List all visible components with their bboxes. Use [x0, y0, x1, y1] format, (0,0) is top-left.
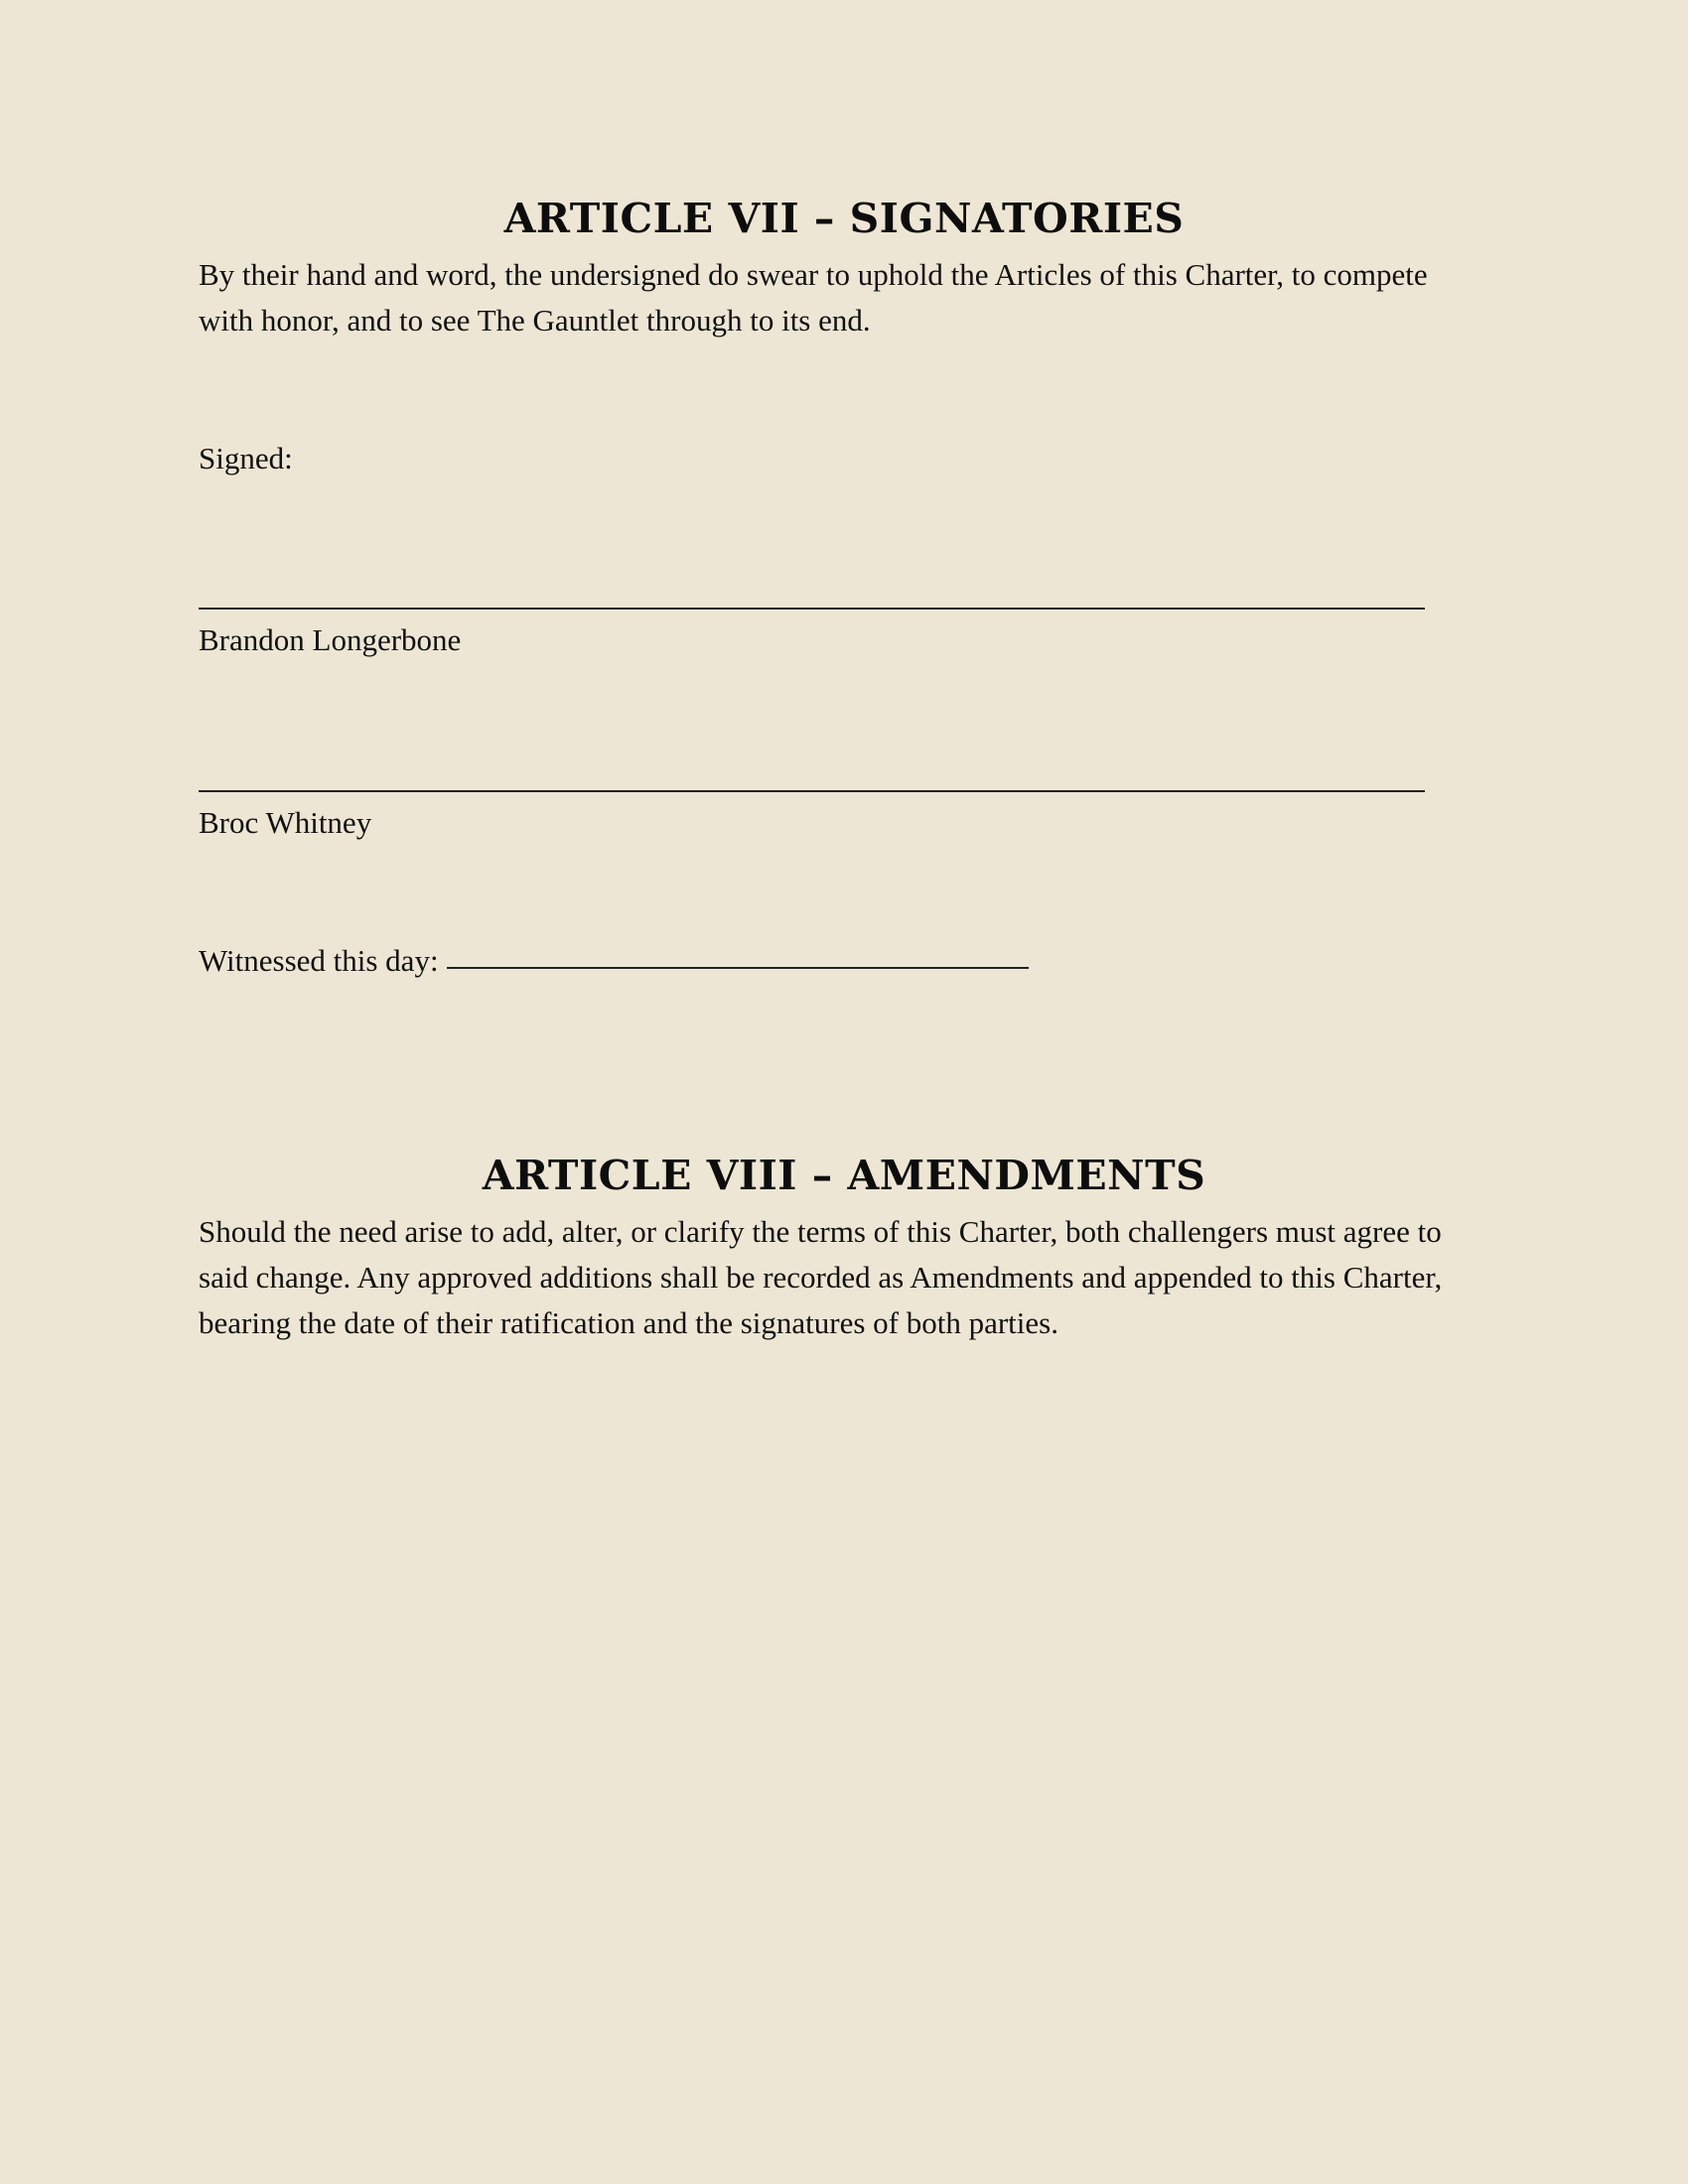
signatory-name-1: Brandon Longerbone	[199, 622, 462, 657]
signatory-name-2: Broc Whitney	[199, 805, 372, 840]
witness-label: Witnessed this day:	[199, 943, 439, 978]
signature-line-2	[199, 790, 1425, 792]
witness-date-line	[447, 967, 1029, 969]
article-viii-body: Should the need arise to add, alter, or clarify the terms of this Charter, both challengers must agree to said change. Any approved additions shall be recorded as Amendments and appended to this Charter, bearing the date of their ratification and the signatures of both parties.	[199, 1214, 1443, 1340]
document-page	[199, 0, 1489, 2184]
article-viii-heading: ARTICLE VIII – AMENDMENTS	[482, 1152, 1206, 1199]
article-vii-heading: ARTICLE VII – SIGNATORIES	[503, 195, 1185, 242]
signed-label: Signed:	[199, 441, 293, 476]
witness-row	[199, 938, 1029, 984]
signature-line-1	[199, 608, 1425, 610]
article-vii-body: By their hand and word, the undersigned do swear to uphold the Articles of this Charter, to compete with honor, and to see The Gauntlet through to its end.	[199, 257, 1428, 338]
